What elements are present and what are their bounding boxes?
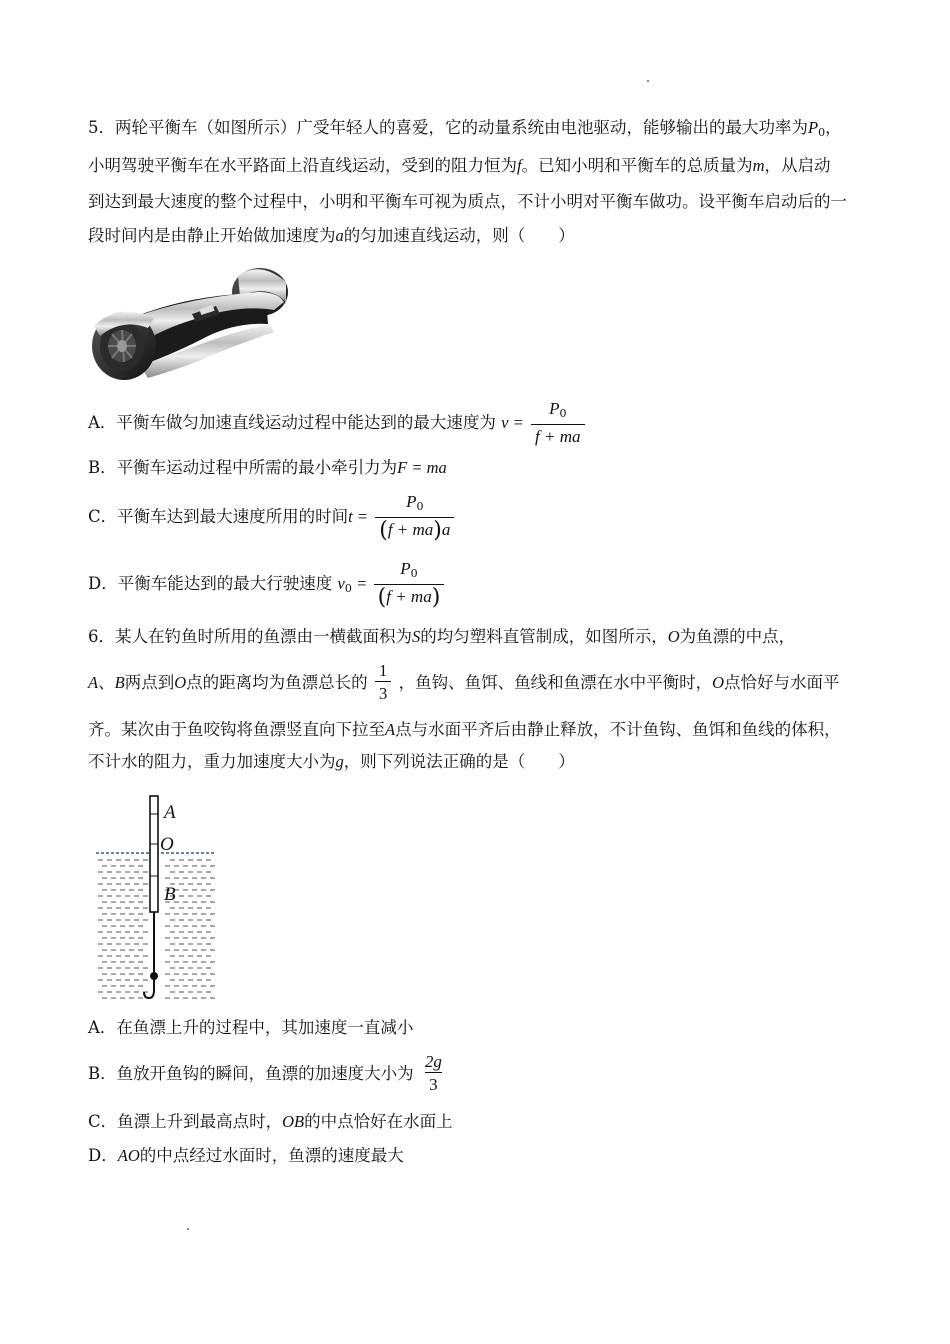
q5-option-c[interactable]: C．平衡车达到最大速度所用的时间t = $\frac{P_0}{(f + ma)a}$ — [88, 490, 456, 544]
hoverboard-image — [88, 262, 300, 384]
q5-stem-line-4: 段时间内是由静止开始做加速度为a的匀加速直线运动，则（ ） — [88, 226, 575, 245]
q5-stem-line-1: 5．两轮平衡车（如图所示）广受年轻人的喜爱，它的动量系统由电池驱动，能够输出的最大功率为$P_0$， — [88, 118, 842, 139]
q6-stem-line-1: 6．某人在钓鱼时所用的鱼漂由一横截面积为S的均匀塑料直管制成，如图所示，O为鱼漂的中点， — [88, 627, 796, 646]
q6-one-third-fraction: $\frac{1}{3}$ — [375, 661, 392, 706]
q6-option-b-fraction: $\frac{2g}{3}$ — [421, 1052, 446, 1097]
q5-stem-line-2: 小明驾驶平衡车在水平路面上沿直线运动，受到的阻力恒为f。已知小明和平衡车的总质量为m，从启动 — [88, 156, 831, 175]
scan-dot — [187, 1228, 189, 1230]
fishing-float-diagram — [92, 792, 222, 1006]
q5-option-d-fraction: $\frac{P_0}{(f + ma)}$ — [374, 559, 445, 610]
q5-stem-line-3: 到达到最大速度的整个过程中，小明和平衡车可视为质点，不计小明对平衡车做功。设平衡车启动后的一 — [88, 192, 847, 211]
float-tube — [150, 796, 158, 912]
label-O: O — [160, 834, 174, 855]
hook — [144, 990, 154, 998]
label-B: B — [164, 884, 176, 905]
q6-stem-line-4: 不计水的阻力，重力加速度大小为g，则下列说法正确的是（ ） — [88, 752, 575, 771]
label-A: A — [164, 802, 176, 823]
q6-option-b[interactable]: B．鱼放开鱼钩的瞬间，鱼漂的加速度大小为 $\frac{2g}{3}$ — [88, 1048, 448, 1100]
q6-option-d[interactable]: D．AO的中点经过水面时，鱼漂的速度最大 — [88, 1146, 404, 1165]
q6-stem-line-2: A、B两点到O点的距离均为鱼漂总长的 $\frac{1}{3}$ ，鱼钩、鱼饵、鱼线和鱼漂在水中平衡时，O点恰好与水面平 — [88, 658, 840, 708]
q5-option-d[interactable]: D．平衡车能达到的最大行驶速度 $v_0$ = $\frac{P_0}{(f + ma)}$ — [88, 557, 446, 616]
q6-option-a[interactable]: A．在鱼漂上升的过程中，其加速度一直减小 — [88, 1018, 414, 1037]
q5-option-a[interactable]: A．平衡车做匀加速直线运动过程中能达到的最大速度为 v = $\frac{P_0}{f + ma}$ — [88, 398, 587, 449]
q5-option-b[interactable]: B．平衡车运动过程中所需的最小牵引力为F = ma — [88, 458, 447, 477]
q6-option-c[interactable]: C．鱼漂上升到最高点时，OB的中点恰好在水面上 — [88, 1112, 453, 1131]
scan-dot — [647, 80, 649, 82]
q5-option-a-fraction: $\frac{P_0}{f + ma}$ — [531, 399, 584, 449]
q6-stem-line-3: 齐。某次由于鱼咬钩将鱼漂竖直向下拉至A点与水面平齐后由静止释放，不计鱼钩、鱼饵和鱼线的体积， — [88, 720, 841, 739]
q5-option-c-fraction: $\frac{P_0}{(f + ma)a}$ — [375, 492, 454, 543]
